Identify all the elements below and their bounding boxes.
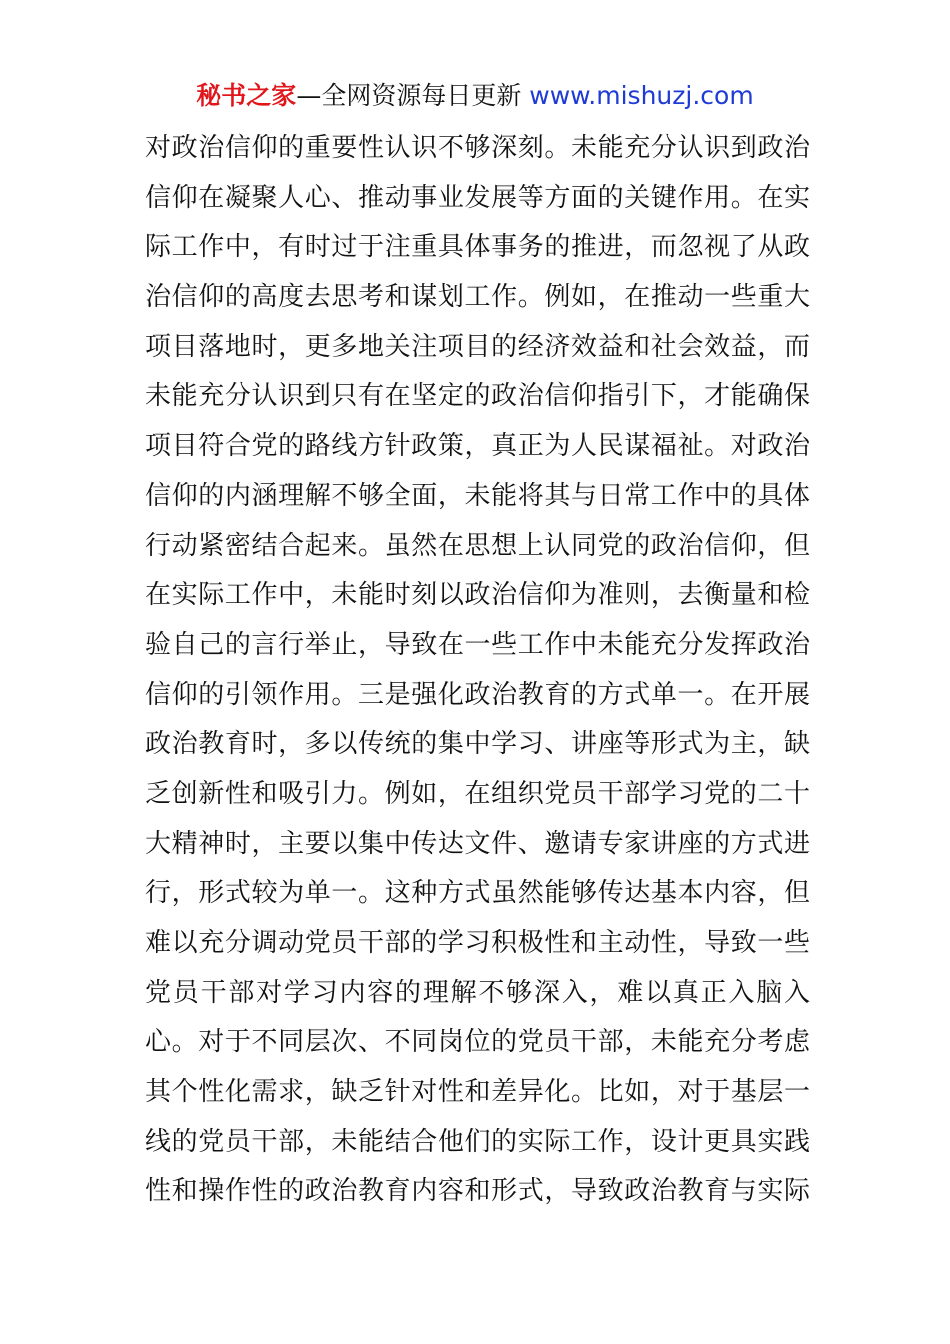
site-url-link[interactable]: www.mishuzj.com xyxy=(529,81,754,110)
document-body xyxy=(145,124,810,1217)
text-line: 性和操作性的政治教育内容和形式，导致政治教育与实际 xyxy=(145,1176,810,1207)
site-header xyxy=(0,80,950,112)
text-line: 际工作中，有时过于注重具体事务的推进，而忽视了从政 xyxy=(145,232,810,263)
text-line: 行，形式较为单一。这种方式虽然能够传达基本内容，但 xyxy=(145,878,810,909)
text-line: 信仰在凝聚人心、推动事业发展等方面的关键作用。在实 xyxy=(145,182,810,213)
text-line: 党员干部对学习内容的理解不够深入，难以真正入脑入 xyxy=(145,977,810,1008)
text-line: 线的党员干部，未能结合他们的实际工作，设计更具实践 xyxy=(145,1126,810,1157)
text-line: 验自己的言行举止，导致在一些工作中未能充分发挥政治 xyxy=(145,629,810,660)
text-line: 心。对于不同层次、不同岗位的党员干部，未能充分考虑 xyxy=(145,1027,810,1058)
text-line: 难以充分调动党员干部的学习积极性和主动性，导致一些 xyxy=(145,928,810,958)
text-line: 大精神时，主要以集中传达文件、邀请专家讲座的方式进 xyxy=(145,828,810,859)
text-line: 信仰的引领作用。三是强化政治教育的方式单一。在开展 xyxy=(145,679,810,710)
text-line: 政治教育时，多以传统的集中学习、讲座等形式为主，缺 xyxy=(145,729,810,760)
text-line: 乏创新性和吸引力。例如，在组织党员干部学习党的二十 xyxy=(145,778,810,809)
text-line: 对政治信仰的重要性认识不够深刻。未能充分认识到政治 xyxy=(145,133,810,163)
text-line: 治信仰的高度去思考和谋划工作。例如，在推动一些重大 xyxy=(145,282,810,313)
text-line: 行动紧密结合起来。虽然在思想上认同党的政治信仰，但 xyxy=(145,530,810,561)
text-line: 在实际工作中，未能时刻以政治信仰为准则，去衡量和检 xyxy=(145,580,810,611)
text-line: 未能充分认识到只有在坚定的政治信仰指引下，才能确保 xyxy=(145,381,810,412)
text-line: 信仰的内涵理解不够全面，未能将其与日常工作中的具体 xyxy=(145,480,810,511)
site-tagline: —全网资源每日更新 xyxy=(296,81,530,110)
text-line: 其个性化需求，缺乏针对性和差异化。比如，对于基层一 xyxy=(145,1077,810,1108)
text-line: 项目落地时，更多地关注项目的经济效益和社会效益，而 xyxy=(145,331,810,362)
site-brand: 秘书之家 xyxy=(196,81,297,110)
text-line: 项目符合党的路线方针政策，真正为人民谋福祉。对政治 xyxy=(145,431,810,462)
